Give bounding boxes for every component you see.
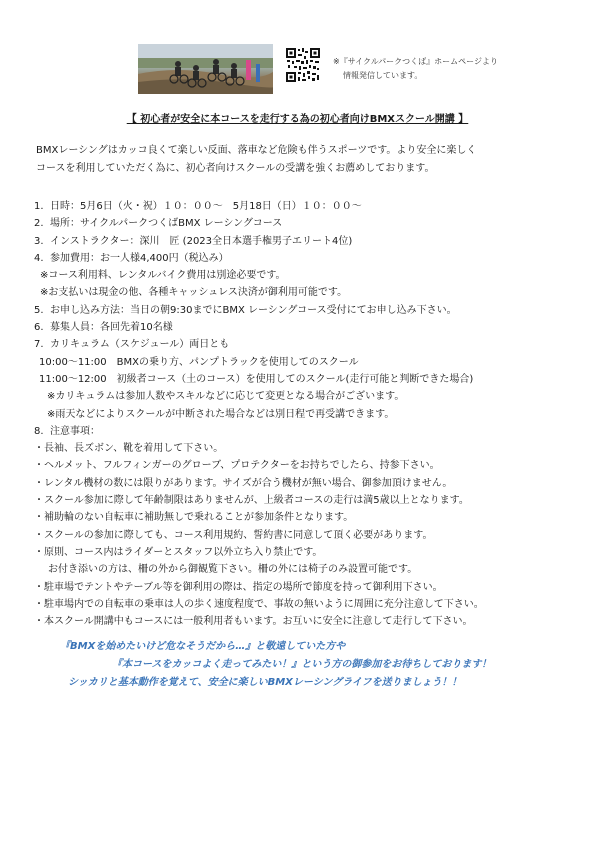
details-list [34, 198, 574, 630]
list-item-cautions [34, 423, 574, 440]
curriculum-note-2: ※雨天などによりスクールが中断された場合などは別日程で再受講できます。 [47, 408, 395, 420]
list-number: 6. [34, 322, 44, 334]
homepage-note-line2: 情報発信しています。 [343, 71, 423, 80]
list-text: カリキュラム（スケジュール）両日とも [50, 339, 230, 351]
list-number: 8. [34, 425, 44, 437]
list-number: 7. [34, 339, 44, 351]
list-text: 注意事項： [50, 425, 100, 437]
fee-note-2: ※お支払いは現金の他、各種キャッシュレス決済が御利用可能です。 [40, 287, 348, 299]
list-item-capacity [34, 319, 574, 336]
schedule-row-2 [34, 371, 574, 388]
caution-item: ・スクール参加に際して年齢制限はありませんが、上級者コースの走行は満5歳以上となります。 [34, 495, 469, 507]
list-text: 参加費用：お一人様4,400円（税込み） [50, 252, 229, 264]
intro-paragraph [36, 142, 566, 178]
caution-item: ・駐車場内での自転車の乗車は人の歩く速度程度で、事故の無いように周囲に充分注意して下さい。 [34, 598, 484, 610]
list-text: お申し込み方法：当日の朝9:30までにBMX レーシングコース受付にてお申し込み下さい。 [50, 304, 457, 316]
list-text: インストラクター：深川 匠 (2023全日本選手権男子エリート4位) [50, 235, 353, 247]
list-number: 2. [34, 218, 44, 230]
list-item-curriculum [34, 336, 574, 353]
page-title-text: 【 初心者が安全に本コースを走行する為の初心者向けBMXスクール開講 】 [126, 114, 469, 125]
list-item-fee [34, 250, 574, 267]
caution-item: ・原則、コース内はライダーとスタッフ以外立ち入り禁止です。 [34, 546, 323, 558]
bmx-race-photo [138, 44, 273, 94]
caution-item-sub: お付き添いの方は、柵の外から御観覧下さい。柵の外には椅子のみ設置可能です。 [48, 564, 418, 576]
homepage-note [333, 55, 498, 83]
homepage-note-line1: ※『サイクルパークつくば』ホームページより [333, 57, 499, 66]
intro-line2: コースを利用していただく為に、初心者向けスクールの受講を強くお薦めしております。 [36, 163, 435, 174]
list-item-date [34, 198, 574, 215]
list-item-instructor [34, 233, 574, 250]
schedule-text: BMXの乗り方、パンプトラックを使用してのスクール [116, 356, 359, 368]
caution-item: ・スクールの参加に際しても、コース利用規約、誓約書に同意して頂く必要があります。 [34, 529, 433, 541]
list-text: 日時：5月6日（火・祝）１０：００～ 5月18日（日）１０：００～ [50, 201, 362, 212]
list-item-application [34, 302, 574, 319]
schedule-row-1 [34, 354, 574, 371]
qr-code[interactable] [286, 48, 320, 82]
closing-line2: 『本コースをカッコよく走ってみたい！』という方の御参加をお待ちしております！ [112, 659, 492, 670]
schedule-time: 11:00～12:00 [39, 373, 107, 385]
caution-item: ・駐車場でテントやテーブル等を御利用の際は、指定の場所で節度を持って御利用下さい。 [34, 581, 443, 593]
caution-item: ・レンタル機材の数には限りがあります。サイズが合う機材が無い場合、御参加頂けません。 [34, 477, 453, 489]
list-number: 5. [34, 304, 44, 316]
closing-message [0, 638, 595, 692]
closing-line1: 『BMXを始めたいけど危なそうだから…』と敬遠していた方や [60, 641, 346, 652]
intro-line1: BMXレーシングはカッコ良くて楽しい反面、落車など危険も伴うスポーツです。より安全に楽しく [36, 145, 477, 156]
caution-item: ・本スクール開講中もコースには一般利用者もいます。お互いに安全に注意して走行して下さい。 [34, 616, 473, 628]
list-number: 4. [34, 252, 44, 264]
bmx-race-photo-drawing [138, 44, 273, 94]
curriculum-note-1: ※カリキュラムは参加人数やスキルなどに応じて変更となる場合がございます。 [47, 391, 405, 403]
caution-item: ・補助輪のない自転車に補助無しで乗れることが参加条件となります。 [34, 512, 354, 524]
list-number: 3. [34, 235, 44, 247]
list-number: 1. [34, 201, 44, 212]
page-title [0, 110, 595, 125]
schedule-text: 初級者コース（土のコース）を使用してのスクール(走行可能と判断できた場合) [116, 373, 474, 385]
schedule-time: 10:00～11:00 [39, 356, 107, 368]
fee-note-1: ※コース利用料、レンタルバイク費用は別途必要です。 [40, 270, 286, 282]
list-text: 募集人員：各回先着10名様 [50, 322, 173, 334]
closing-line3: シッカリと基本動作を覚えて、安全に楽しいBMXレーシングライフを送りましょう！！ [68, 677, 462, 688]
caution-item: ・ヘルメット、フルフィンガーのグローブ、プロテクターをお持ちでしたら、持参下さい。 [34, 460, 440, 472]
list-item-location [34, 215, 574, 232]
list-text: 場所：サイクルパークつくばBMX レーシングコース [50, 218, 283, 230]
caution-item: ・長袖、長ズボン、靴を着用して下さい。 [34, 443, 224, 455]
